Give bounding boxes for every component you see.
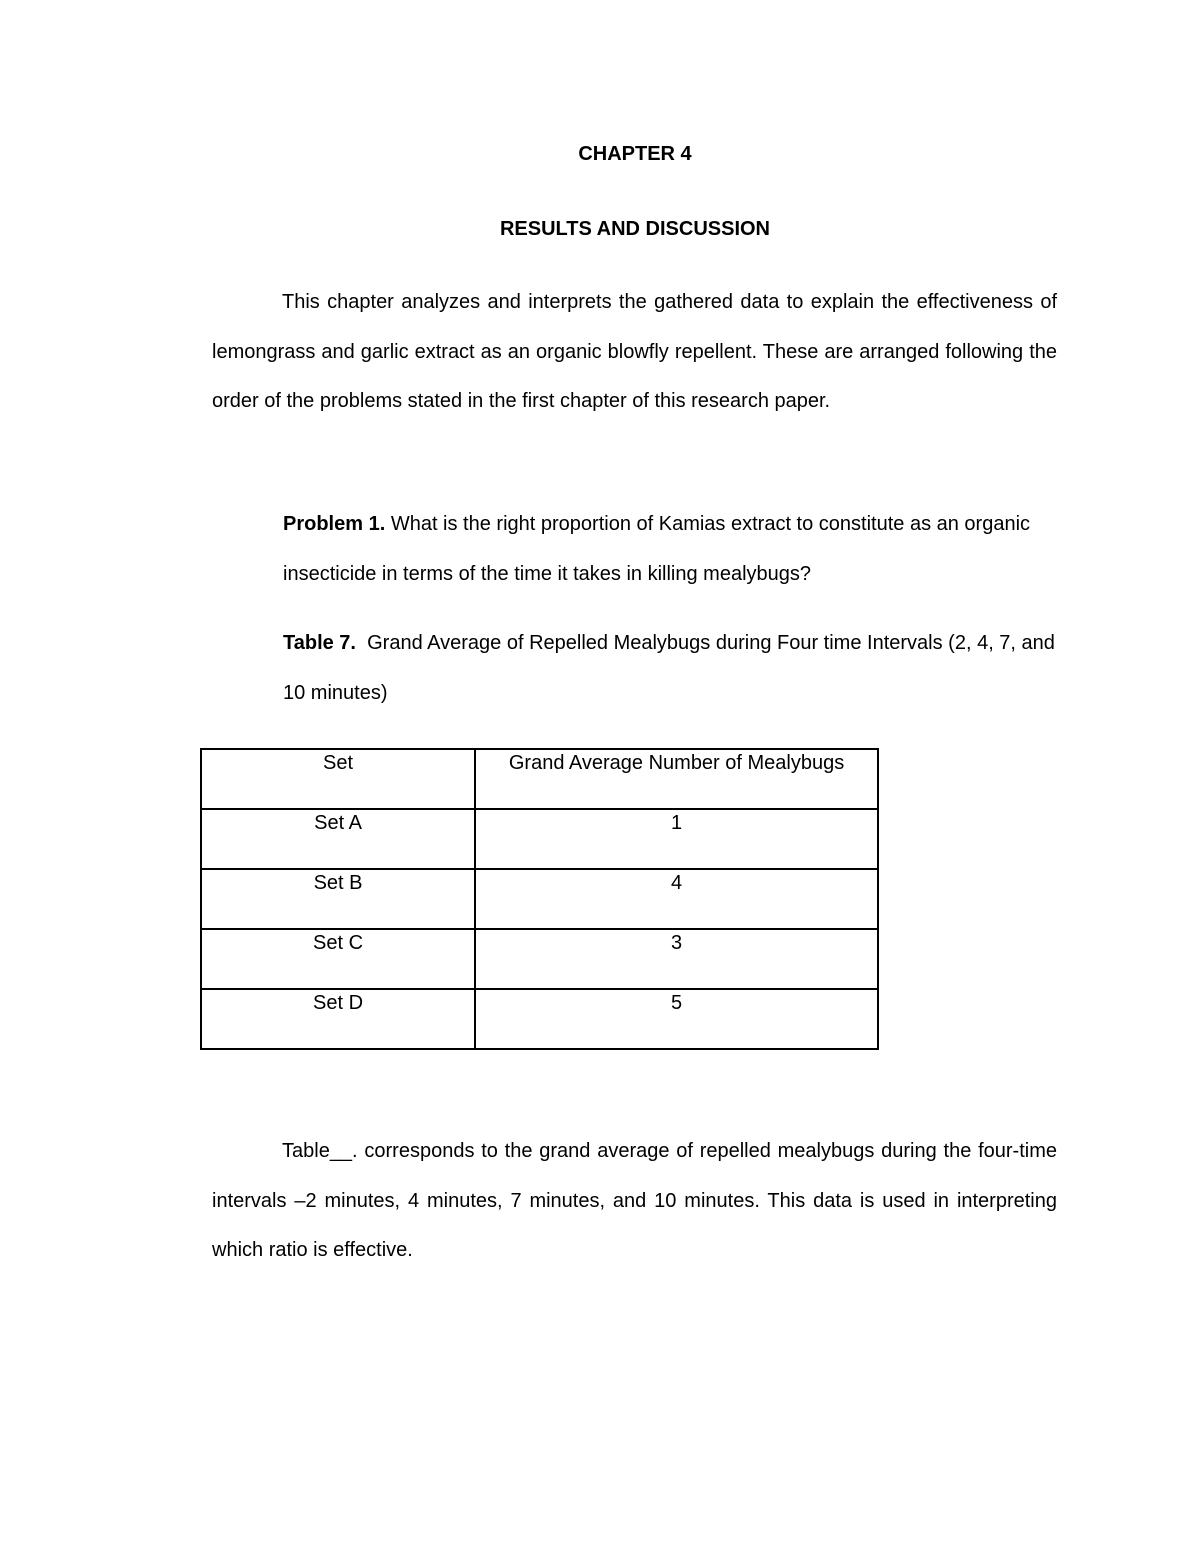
table-cell-value: 4 (475, 869, 878, 929)
table-cell-set: Set B (201, 869, 475, 929)
table-cell-set: Set A (201, 809, 475, 869)
problem-text: What is the right proportion of Kamias extract to constitute as an organic insecticide in terms of the time it takes in killing mealybugs? (283, 513, 1031, 585)
table-row (201, 869, 878, 929)
table-caption-label: Table 7. (283, 632, 356, 654)
table-cell-set: Set D (201, 989, 475, 1049)
table-row (201, 809, 878, 869)
outro-paragraph (212, 1127, 1057, 1276)
table-cell-value: 1 (475, 809, 878, 869)
problem-statement (283, 500, 1058, 599)
table-row (201, 929, 878, 989)
chapter-title: CHAPTER 4 (578, 143, 692, 165)
table-cell-value: 3 (475, 929, 878, 989)
table-cell-value: 5 (475, 989, 878, 1049)
table-header-cell: Set (201, 749, 475, 809)
intro-paragraph (212, 278, 1057, 427)
table-header-row (201, 749, 878, 809)
table-header-cell: Grand Average Number of Mealybugs (475, 749, 878, 809)
outro-paragraph-text: Table__. corresponds to the grand average of repelled mealybugs during the four-time intervals –2 minutes, 4 minutes, 7 minutes, and 10 minutes. This data is used in interpreting which ratio is effective. (212, 1140, 1057, 1261)
table-caption-text: Grand Average of Repelled Mealybugs during Four time Intervals (2, 4, 7, and 10 minutes) (283, 632, 1061, 704)
problem-label: Problem 1. (283, 513, 386, 535)
intro-paragraph-text: This chapter analyzes and interprets the gathered data to explain the effectiveness of lemongrass and garlic extract as an organic blowfly repellent. These are arranged following the order of the problems stated in the first chapter of this research paper. (212, 291, 1057, 412)
section-title: RESULTS AND DISCUSSION (499, 218, 771, 240)
table-row (201, 989, 878, 1049)
data-table (200, 748, 879, 1050)
table-cell-set: Set C (201, 929, 475, 989)
table-caption (283, 619, 1061, 718)
